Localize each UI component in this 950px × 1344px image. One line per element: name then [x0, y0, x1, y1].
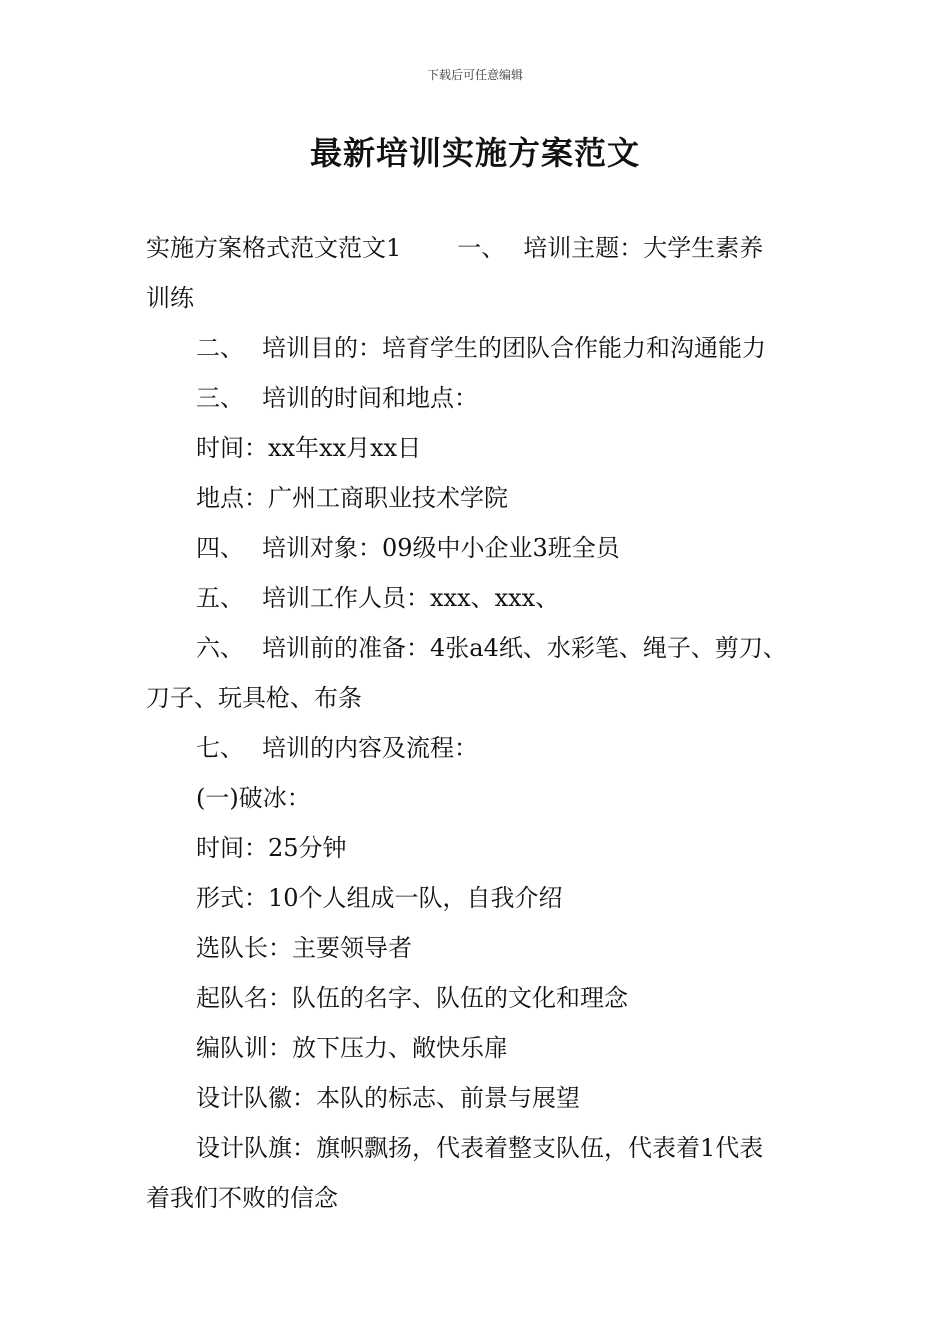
paragraph-line-9	[196, 633, 886, 663]
paragraph-line-6: 地点：广州工商职业技术学院	[196, 484, 508, 512]
paragraph-line-16: 起队名：队伍的名字、队伍的文化和理念	[196, 984, 628, 1012]
item-number: 四、	[196, 534, 244, 562]
section-heading-text: 实施方案格式范文范文1	[146, 234, 402, 262]
paragraph-line-8	[196, 583, 886, 613]
paragraph-line-12: (一)破冰：	[196, 784, 311, 812]
item-number: 七、	[196, 734, 244, 762]
item-number: 六、	[196, 634, 244, 662]
paragraph-line-17: 编队训：放下压力、敞快乐扉	[196, 1034, 508, 1062]
paragraph-line-2: 训练	[146, 284, 194, 312]
item-number: 三、	[196, 384, 244, 412]
paragraph-line-11	[196, 733, 886, 763]
paragraph-line-20: 着我们不败的信念	[146, 1184, 338, 1212]
paragraph-line-7	[196, 533, 886, 563]
item-text: 培训目的：培育学生的团队合作能力和沟通能力	[262, 334, 766, 362]
item-text: 培训主题：大学生素养	[523, 234, 764, 262]
paragraph-line-13: 时间：25分钟	[196, 834, 347, 862]
paragraph-line-1	[146, 233, 836, 263]
item-text: 培训前的准备：4张a4纸、水彩笔、绳子、剪刀、	[262, 634, 787, 662]
item-number: 五、	[196, 584, 244, 612]
item-text: 培训的时间和地点：	[262, 384, 478, 412]
paragraph-line-18: 设计队徽：本队的标志、前景与展望	[196, 1084, 580, 1112]
item-number: 二、	[196, 334, 244, 362]
paragraph-line-15: 选队长：主要领导者	[196, 934, 412, 962]
item-number: 一、	[457, 234, 506, 262]
paragraph-line-14: 形式：10个人组成一队，自我介绍	[196, 884, 563, 912]
item-text: 培训的内容及流程：	[262, 734, 478, 762]
paragraph-line-10: 刀子、玩具枪、布条	[146, 684, 362, 712]
document-title: 最新培训实施方案范文	[309, 134, 640, 172]
paragraph-line-4	[196, 383, 886, 413]
paragraph-line-5: 时间：xx年xx月xx日	[196, 434, 422, 462]
paragraph-line-3	[196, 333, 886, 363]
paragraph-line-19: 设计队旗：旗帜飘扬，代表着整支队伍，代表着1代表	[196, 1134, 764, 1162]
item-text: 培训工作人员：xxx、xxx、	[262, 584, 560, 612]
item-text: 培训对象：09级中小企业3班全员	[262, 534, 620, 562]
page-header-note: 下载后可任意编辑	[426, 68, 523, 82]
